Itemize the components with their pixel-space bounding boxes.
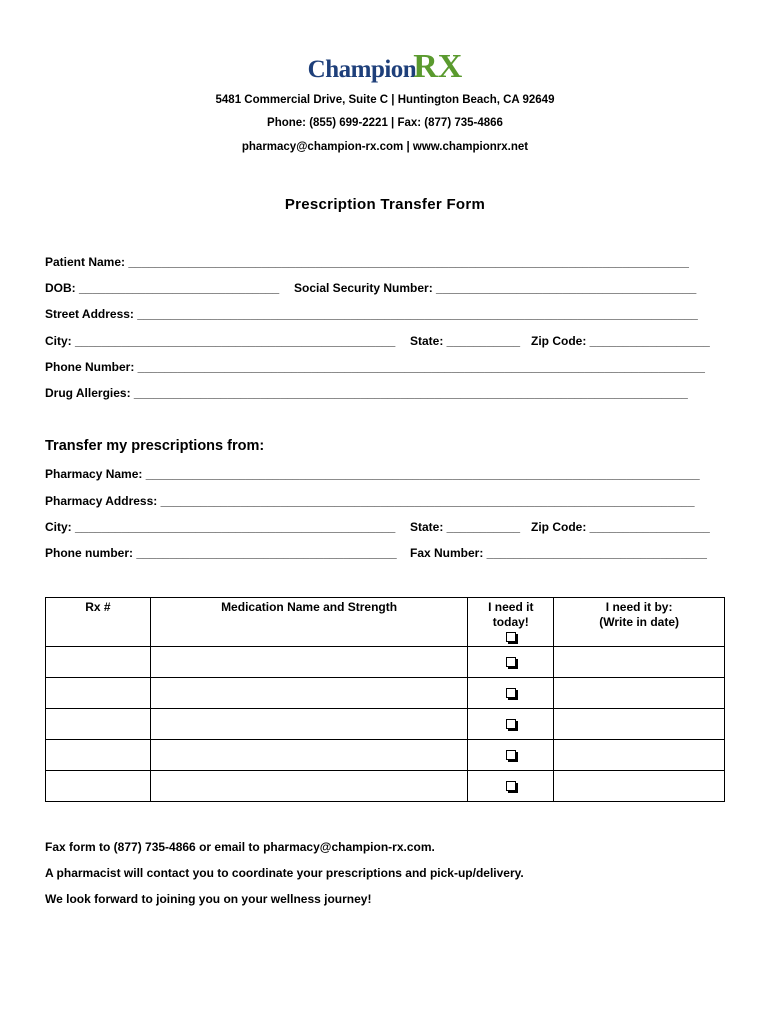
medication-cell[interactable] (150, 740, 468, 771)
need-by-date-cell[interactable] (554, 647, 725, 678)
table-row (46, 771, 725, 802)
rx-number-cell[interactable] (46, 771, 151, 802)
pharmacy-phone-field[interactable]: Phone number: _______________________________________ (45, 546, 397, 560)
pharmacy-address-field[interactable]: Pharmacy Address: ________________________________________________________________________________ (45, 494, 695, 508)
pharmacy-name-field[interactable]: Pharmacy Name: ___________________________________________________________________________________ (45, 467, 700, 481)
footer-wellness: We look forward to joining you on your wellness journey! (45, 892, 372, 906)
city-field[interactable]: City: ________________________________________________ (45, 334, 396, 348)
table-header-row (46, 598, 725, 647)
need-today-checkbox[interactable] (506, 657, 516, 667)
prescriptions-table (45, 597, 725, 802)
champion-rx-logo (0, 48, 770, 86)
rx-number-cell[interactable] (46, 740, 151, 771)
table-row (46, 647, 725, 678)
table-row (46, 740, 725, 771)
medication-cell[interactable] (150, 771, 468, 802)
street-address-field[interactable]: Street Address: ____________________________________________________________________________________ (45, 307, 698, 321)
footer-fax-email: Fax form to (877) 735-4866 or email to pharmacy@champion-rx.com. (45, 840, 435, 854)
need-today-cell (468, 740, 554, 771)
need-by-date-cell[interactable] (554, 771, 725, 802)
logo-rx-text: RX (413, 48, 463, 85)
need-by-date-cell[interactable] (554, 709, 725, 740)
medication-cell[interactable] (150, 678, 468, 709)
medication-cell[interactable] (150, 709, 468, 740)
need-today-cell (468, 678, 554, 709)
need-today-checkbox[interactable] (506, 632, 516, 642)
col-medication: Medication Name and Strength (150, 598, 468, 647)
need-today-cell (468, 771, 554, 802)
need-today-cell (468, 709, 554, 740)
drug-allergies-field[interactable]: Drug Allergies: ___________________________________________________________________________________ (45, 386, 688, 400)
patient-name-field[interactable]: Patient Name: ____________________________________________________________________________________ (45, 255, 689, 269)
page-title: Prescription Transfer Form (284, 196, 486, 213)
need-today-cell (468, 647, 554, 678)
logo-champion-text: Champion (307, 56, 417, 83)
medication-cell[interactable] (150, 647, 468, 678)
pharmacy-fax-field[interactable]: Fax Number: _________________________________ (410, 546, 707, 560)
dob-field[interactable]: DOB: ______________________________ (45, 281, 280, 295)
footer-pharmacist-contact: A pharmacist will contact you to coordinate your prescriptions and pick-up/delivery. (45, 866, 524, 880)
phone-number-field[interactable]: Phone Number: _____________________________________________________________________________________ (45, 360, 705, 374)
zip-code-field[interactable]: Zip Code: __________________ (531, 334, 710, 348)
col-need-today: I need it today! (468, 598, 554, 647)
need-today-checkbox[interactable] (506, 688, 516, 698)
rx-number-cell[interactable] (46, 678, 151, 709)
header-email-web: pharmacy@champion-rx.com | www.championrx.net (241, 141, 529, 153)
need-by-date-cell[interactable] (554, 740, 725, 771)
pharmacy-city-field[interactable]: City: ________________________________________________ (45, 520, 396, 534)
col-rx-number: Rx # (46, 598, 151, 647)
ssn-field[interactable]: Social Security Number: _______________________________________ (294, 281, 697, 295)
pharmacy-zip-field[interactable]: Zip Code: __________________ (531, 520, 710, 534)
table-row (46, 709, 725, 740)
state-field[interactable]: State: ___________ (410, 334, 521, 348)
pharmacy-state-field[interactable]: State: ___________ (410, 520, 521, 534)
rx-number-cell[interactable] (46, 709, 151, 740)
header-phone-fax: Phone: (855) 699-2221 | Fax: (877) 735-4866 (267, 117, 503, 129)
need-today-checkbox[interactable] (506, 781, 516, 791)
header-address: 5481 Commercial Drive, Suite C | Huntington Beach, CA 92649 (215, 94, 555, 106)
table-row (46, 678, 725, 709)
need-by-date-cell[interactable] (554, 678, 725, 709)
need-today-checkbox[interactable] (506, 750, 516, 760)
rx-number-cell[interactable] (46, 647, 151, 678)
need-today-checkbox[interactable] (506, 719, 516, 729)
transfer-heading: Transfer my prescriptions from: (45, 438, 265, 454)
col-need-by: I need it by: (Write in date) (554, 598, 725, 647)
